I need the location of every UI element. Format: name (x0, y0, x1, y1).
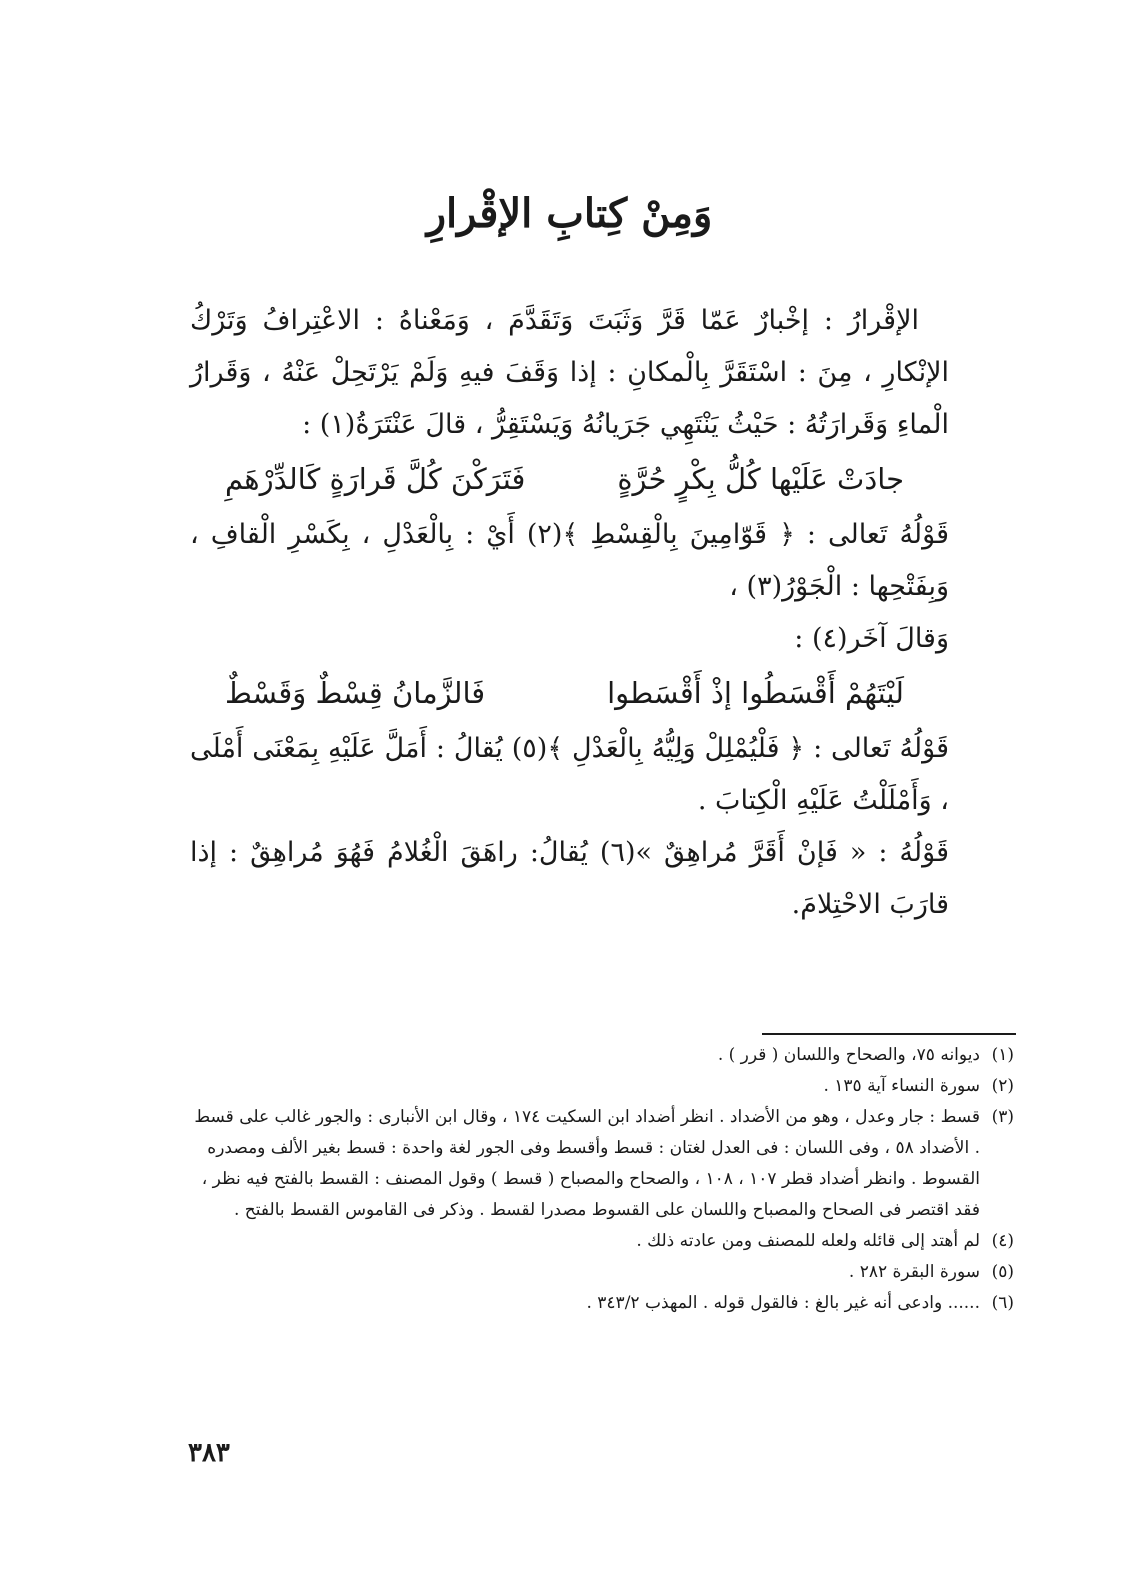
footnote-text: ...... وادعى أنه غير بالغ : فالقول قوله . المهذب ٣٤٣/٢ . (586, 1293, 980, 1313)
paragraph-qist: قَوْلُهُ تَعالى : ﴿ قَوّامِينَ بِالْقِسْطِ ﴾(٢) أَيْ : بِالْعَدْلِ ، بِكَسْرِ الْقافِ ، وَبِفَتْحِها : الْجَوْرُ(٣) ، (190, 519, 949, 602)
footnote-number: (٣) (991, 1107, 1014, 1127)
paragraph-definition: الإقْرارُ : إخْبارٌ عَمّا قَرَّ وَثَبَتَ وَتَقَدَّمَ ، وَمَعْناهُ : الاعْتِرافُ وَتَرْكُ الإنْكارِ ، مِنَ : اسْتَقَرَّ بِالْمكانِ : إذا وَقَفَ فيهِ وَلَمْ يَرْتَحِلْ عَنْهُ ، وَقَرارُ الْماءِ وَقَرارَتُهُ : حَيْثُ يَنْتَهِي جَرَيانُهُ وَيَسْتَقِرُّ ، قالَ عَنْتَرَةُ(١) : (190, 305, 949, 440)
verse-another (190, 667, 949, 719)
page-number: ٣٨٣ (188, 1438, 230, 1468)
verse-second-hemistich: فَالزَّمانُ قِسْطٌ وَقَسْطٌ (225, 676, 486, 710)
footnote-text: سورة النساء آية ١٣٥ . (823, 1076, 980, 1096)
footnote-item (190, 1226, 1014, 1257)
footnote-number: (٦) (991, 1293, 1014, 1313)
footnote-number: (١) (991, 1045, 1014, 1065)
footnote-number: (٤) (991, 1231, 1014, 1251)
chapter-title: وَمِنْ كِتابِ الإقْرارِ (426, 190, 713, 237)
footnote-text: لم أهتد إلى قائله ولعله للمصنف ومن عادته ذلك . (636, 1231, 980, 1251)
verse-second-hemistich: فَتَرَكْنَ كُلَّ قَرارَةٍ كَالدِّرْهَمِ (225, 462, 526, 496)
paragraph-murahiq: قَوْلُهُ : « فَإنْ أَقَرَّ مُراهِقٌ »(٦) يُقالُ: راهَقَ الْغُلامُ فَهُوَ مُراهِقٌ : إذا قارَبَ الاحْتِلامَ. (190, 837, 949, 920)
paragraph-imla: قَوْلُهُ تَعالى : ﴿ فَلْيُمْلِلْ وَلِيُّهُ بِالْعَدْلِ ﴾(٥) يُقالُ : أَمَلَّ عَلَيْهِ بِمَعْنَى أَمْلَى ، وَأَمْلَلْتُ عَلَيْهِ الْكِتابَ . (190, 733, 950, 816)
footnote-item (190, 1071, 1014, 1102)
main-text (190, 295, 949, 931)
paragraph-another-poet: وَقالَ آخَر(٤) : (794, 623, 949, 654)
footnote-text: قسط : جار وعدل ، وهو من الأضداد . انظر أضداد ابن السكيت ١٧٤ ، وقال ابن الأنبارى : والجور غالب على قسط . الأضداد ٥٨ ، وفى اللسان : فى العدل لغتان : قسط وأقسط وفى الجور لغة واحدة : قسط بغير الألف ومصدره القسوط . وانظر أضداد قطر ١٠٧ ، ١٠٨ ، والصحاح والمصباح ( قسط ) وقول المصنف : القسط بالفتح فيه نظر ، فقد اقتصر فى الصحاح والمصباح واللسان على القسوط مصدرا لقسط . وذكر فى القاموس القسط بالفتح . (194, 1107, 980, 1220)
footnotes (190, 1040, 1014, 1319)
footnote-item (190, 1288, 1014, 1319)
footnote-item (190, 1257, 1014, 1288)
verse-antara (190, 453, 949, 505)
footnote-item (190, 1040, 1014, 1071)
footnote-text: ديوانه ٧٥، والصحاح واللسان ( قرر ) . (717, 1045, 980, 1065)
footnote-text: سورة البقرة ٢٨٢ . (848, 1262, 980, 1282)
verse-first-hemistich: جادَتْ عَلَيْها كُلُّ بِكْرٍ حُرَّةٍ (617, 462, 904, 496)
verse-first-hemistich: لَيْتَهُمْ أَقْسَطُوا إذْ أَقْسَطوا (607, 676, 904, 710)
footnote-item (190, 1102, 1014, 1226)
footnote-divider (762, 1033, 1016, 1035)
footnote-number: (٢) (991, 1076, 1014, 1096)
footnote-number: (٥) (991, 1262, 1014, 1282)
